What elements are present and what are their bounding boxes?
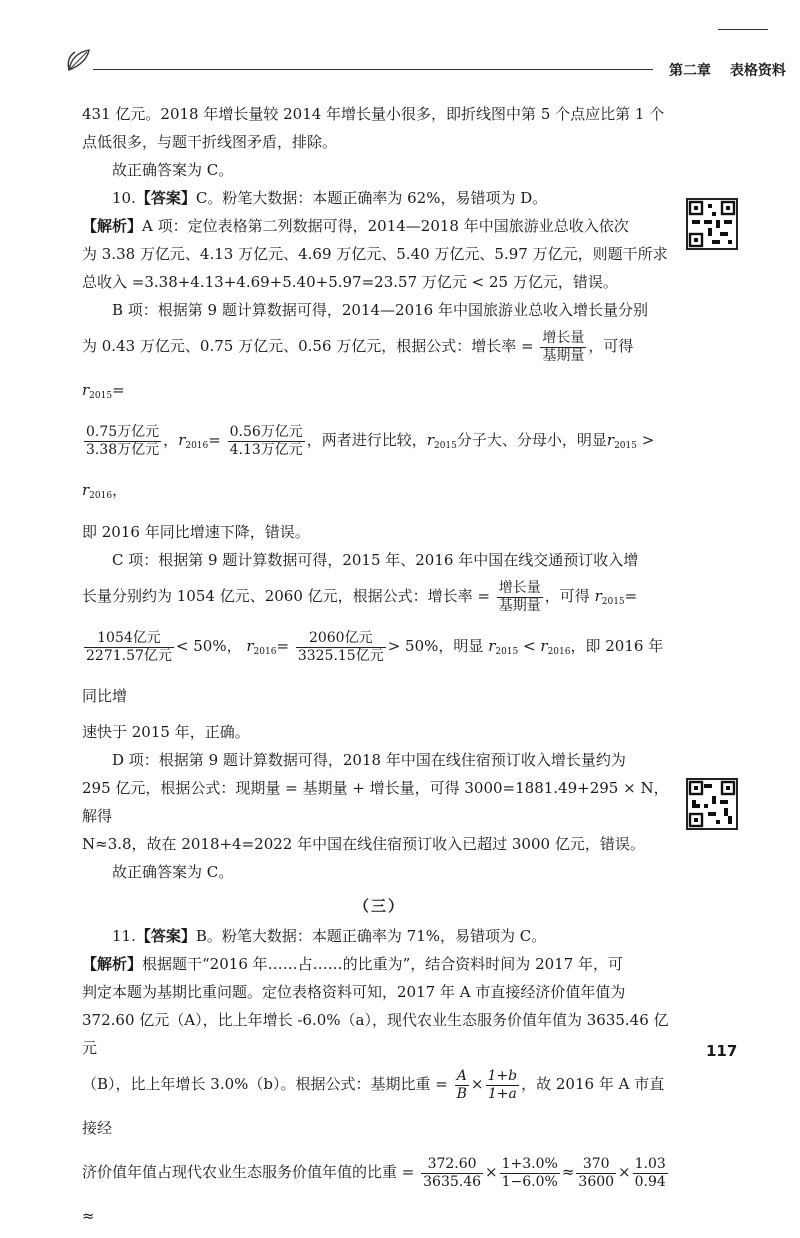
answer-line: 故正确答案为 C。 (112, 863, 234, 881)
analysis-tag: 【解析】 (82, 217, 143, 235)
denominator: 0.94 (634, 1173, 666, 1190)
numerator: 372.60 (421, 1156, 483, 1174)
numerator: 1+b (487, 1067, 518, 1084)
denominator: 基期量 (498, 597, 541, 614)
chapter-name: 表格资料 (729, 63, 786, 79)
text-segment: ，故 2016 年 A 市直接经 (82, 1075, 665, 1137)
text-line: 点低很多，与题干折线图矛盾，排除。 (82, 133, 338, 151)
text-segment: 分子大、分母小，明显 (456, 431, 607, 449)
subscript: 2016 (547, 647, 571, 657)
answer-line: 故正确答案为 C。 (112, 161, 234, 179)
denominator: 3325.15亿元 (297, 647, 384, 664)
times: × (618, 1163, 631, 1181)
numerator: 370 (576, 1156, 616, 1174)
text-line: C 项：根据第 9 题计算数据可得，2015 年、2016 年中国在线交通预订收入增 (112, 551, 639, 569)
denominator: 3635.46 (423, 1173, 482, 1190)
approx: ≈ (82, 1207, 95, 1225)
subscript: 2016 (185, 441, 209, 451)
text-line: A 项：定位表格第二列数据可得，2014—2018 年中国旅游业总收入依次 (142, 217, 629, 235)
fraction (576, 1156, 616, 1191)
text-line: B 项：根据第 9 题计算数据可得，2014—2016 年中国旅游业总收入增长量分别 (112, 301, 648, 319)
text-segment: ，可得 (544, 587, 590, 605)
text-line: 为 3.38 万亿元、4.13 万亿元、4.69 万亿元、5.40 万亿元、5.97 万亿元，则题干所求 (82, 245, 668, 263)
header-rule-tail (718, 29, 768, 30)
section-heading: （三） (353, 897, 405, 915)
text-line: 速快于 2015 年，正确。 (82, 723, 250, 741)
numerator: 增长量 (498, 579, 541, 596)
text-segment: 长量分别约为 1054 亿元、2060 亿元，根据公式：增长率 = (82, 587, 490, 605)
fraction (497, 580, 543, 615)
times: × (485, 1163, 498, 1181)
page-number: 117 (706, 1042, 738, 1060)
fraction (84, 630, 174, 665)
subscript: 2016 (89, 491, 113, 501)
analysis-tag: 【解析】 (82, 955, 143, 973)
chapter-number: 第二章 (669, 63, 711, 79)
fraction (633, 1156, 668, 1191)
page-header (65, 40, 786, 80)
question-number: 10. (112, 189, 136, 207)
text-line: 即 2016 年同比增速下降，错误。 (82, 523, 310, 541)
less-than: < (523, 637, 536, 655)
numerator: 2060亿元 (296, 630, 386, 648)
header-rule (93, 69, 653, 70)
numerator: A (455, 1068, 469, 1086)
subscript: 2015 (601, 597, 625, 607)
equals: = (208, 431, 221, 449)
equals: = (276, 637, 290, 655)
denominator: 1−6.0% (501, 1173, 558, 1190)
denominator: 4.13万亿元 (229, 441, 303, 458)
denominator: 3.38万亿元 (86, 441, 160, 458)
subscript: 2015 (614, 441, 637, 451)
analysis-line (82, 950, 677, 978)
var-r: r (540, 637, 548, 655)
formula-line (82, 324, 677, 418)
greater-than: > (641, 431, 655, 449)
subscript: 2015 (89, 391, 113, 401)
answer-tag: 【答案】 (135, 927, 196, 945)
chapter-title (669, 60, 800, 80)
fraction (84, 424, 161, 459)
text-line: 根据题干“2016 年……占……的比重为”，结合资料时间为 2017 年，可 (142, 955, 624, 973)
equals: = (624, 587, 638, 605)
denominator: 基期量 (542, 347, 585, 364)
text-segment: 济价值年值占现代农业生态服务价值年值的比重 = (82, 1163, 415, 1181)
var-r: r (178, 431, 186, 449)
equals: = (112, 381, 125, 399)
numerator: 0.56万亿元 (229, 423, 303, 440)
qr-code-icon[interactable] (686, 778, 738, 830)
question-11-answer (82, 922, 677, 950)
text-line: D 项：根据第 9 题计算数据可得，2018 年中国在线住宿预订收入增长量约为 (112, 751, 626, 769)
solution-body (82, 100, 677, 1238)
text-line: 431 亿元。2018 年增长量较 2014 年增长量小很多，即折线图中第 5 个点应比第 1 个 (82, 105, 665, 123)
question-number: 11. (112, 927, 136, 945)
denominator: 2271.57亿元 (86, 647, 172, 664)
var-r: r (594, 587, 602, 605)
text-segment: > 50%，明显 (387, 637, 484, 655)
text-segment: < 50%， (175, 637, 242, 655)
formula-line (82, 1150, 677, 1238)
numerator: 1.03 (634, 1155, 666, 1172)
text-segment: ， (163, 431, 179, 449)
text-segment: ，两者进行比较， (306, 431, 427, 449)
fraction (540, 330, 586, 365)
var-r: r (426, 431, 434, 449)
fraction (500, 1156, 560, 1191)
numerator: 1054亿元 (84, 630, 174, 648)
answer-tag: 【答案】 (135, 189, 196, 207)
fraction (296, 630, 386, 665)
times: × (470, 1075, 484, 1093)
approx: ≈ (561, 1163, 575, 1181)
var-r: r (82, 381, 90, 399)
text-line: 判定本题为基期比重问题。定位表格资料可知，2017 年 A 市直接经济价值年值为 (82, 983, 626, 1001)
denominator: B (456, 1085, 467, 1102)
text-segment: ，即 2016 年同比增 (82, 637, 664, 705)
fraction (228, 424, 305, 459)
numerator: 0.75万亿元 (86, 423, 160, 440)
var-r: r (606, 431, 615, 449)
text-segment: （B），比上年增长 3.0%（b）。根据公式：基期比重 = (82, 1075, 448, 1093)
text-segment: ，可得 (588, 337, 634, 355)
fraction (421, 1156, 483, 1191)
text-line: 总收入 =3.38+4.13+4.69+5.40+5.97=23.57 万亿元 < 25 万亿元，错误。 (82, 273, 618, 291)
var-r: r (82, 481, 90, 499)
text-line: N≈3.8，故在 2018+4=2022 年中国在线住宿预订收入已超过 3000 亿元，错误。 (82, 835, 645, 853)
numerator: 增长量 (542, 329, 585, 346)
formula-line (82, 1062, 677, 1150)
formula-line (82, 574, 677, 624)
text-segment: ， (112, 481, 128, 499)
var-r: r (246, 637, 254, 655)
answer-text: B。粉笔大数据：本题正确率为 71%，易错项为 C。 (195, 927, 547, 945)
formula-line (82, 624, 677, 718)
denominator: 1+a (487, 1085, 517, 1102)
fraction (455, 1068, 469, 1103)
subscript: 2015 (495, 647, 519, 657)
var-r: r (488, 637, 496, 655)
subscript: 2015 (433, 441, 457, 451)
text-line: 372.60 亿元（A），比上年增长 -6.0%（a），现代农业生态服务价值年值为 3635.46 亿元 (82, 1011, 669, 1057)
numerator: 1+3.0% (501, 1155, 558, 1172)
analysis-line (82, 212, 677, 240)
fraction (486, 1068, 520, 1103)
question-10-answer (82, 184, 677, 212)
text-line: 295 亿元，根据公式：现期量 = 基期量 + 增长量，可得 3000=1881.49+295 × N，解得 (82, 779, 669, 825)
formula-line (82, 418, 677, 518)
text-segment: 为 0.43 万亿元、0.75 万亿元、0.56 万亿元，根据公式：增长率 = (82, 337, 534, 355)
qr-code-icon[interactable] (686, 198, 738, 250)
subscript: 2016 (253, 647, 277, 657)
answer-text: C。粉笔大数据：本题正确率为 62%，易错项为 D。 (195, 189, 548, 207)
denominator: 3600 (578, 1173, 615, 1190)
